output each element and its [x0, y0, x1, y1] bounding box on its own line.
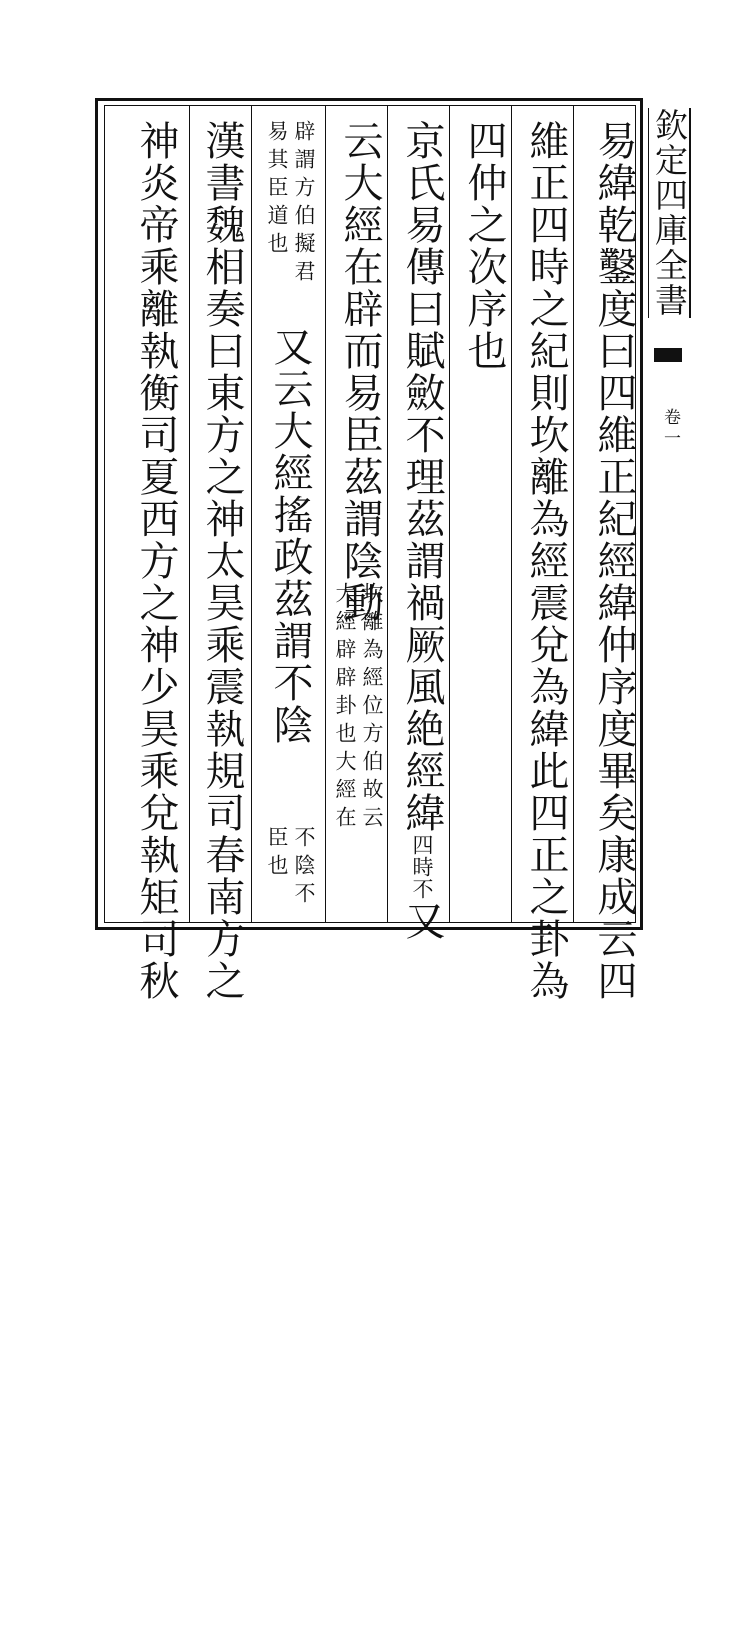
text-column-7: 漢書魏相奏曰東方之神太昊乘震執規司春南方之: [199, 120, 245, 1002]
main-text: 又: [399, 900, 445, 942]
column-rule: [325, 106, 326, 922]
commentary-block: [263, 826, 317, 1626]
commentary-right: 不陰不: [292, 826, 316, 910]
text-column-2: 維正四時之紀則坎離為經震兌為緯此四正之卦為: [523, 120, 569, 1002]
column-rule: [387, 106, 388, 922]
commentary-note: 四時不: [410, 834, 434, 900]
page-margin: [648, 108, 688, 488]
commentary-left: 易其臣道也: [265, 120, 289, 260]
commentary-block: [331, 582, 385, 1382]
text-column-3: 四仲之次序也: [461, 120, 507, 372]
column-rule: [251, 106, 252, 922]
column-rule: [189, 106, 190, 922]
commentary-right: 辟謂方伯擬君: [292, 120, 316, 288]
text-column-4: [395, 120, 449, 942]
volume-label: 卷一: [660, 408, 680, 450]
column-rule: [449, 106, 450, 922]
commentary-right: 坎離為經位方伯故云: [360, 582, 384, 834]
text-frame-inner: [104, 105, 637, 1002]
text-column-6: 又云大經搖政茲謂不陰: [267, 326, 313, 746]
text-frame: [95, 98, 643, 1002]
main-text: 京氏易傳曰賦斂不理茲謂禍厥風絶經緯: [399, 120, 445, 834]
text-column-1: 易緯乾鑿度曰四維正紀經緯仲序度畢矣康成云四: [591, 120, 637, 1002]
commentary-left: 臣也: [265, 826, 289, 882]
column-rule: [511, 106, 512, 922]
text-column-5: 云大經在辟而易臣茲謂陰動: [337, 120, 383, 624]
commentary-left: 大經辟辟卦也大經在: [333, 582, 357, 834]
text-column-8: 神炎帝乘離執衡司夏西方之神少昊乘兌執矩司秋: [133, 120, 179, 1002]
fish-tail-mark: [654, 348, 682, 362]
book-title: 欽定四庫全書: [650, 108, 689, 318]
column-rule: [573, 106, 574, 922]
